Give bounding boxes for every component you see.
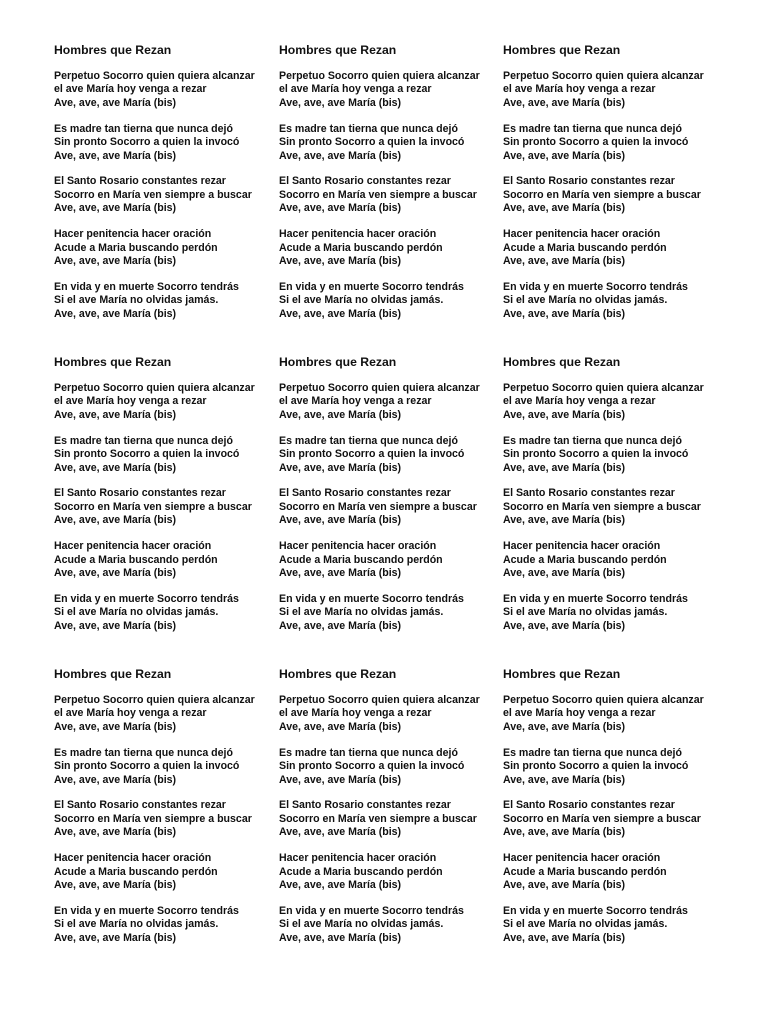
lyric-card <box>54 43 276 334</box>
lyric-line: Ave, ave, ave María (bis) <box>503 878 626 891</box>
lyric-line: En vida y en muerte Socorro tendrás <box>54 280 239 293</box>
lyric-line: En vida y en muerte Socorro tendrás <box>54 592 239 605</box>
lyric-line: Socorro en María ven siempre a buscar <box>54 500 252 513</box>
lyric-line: Sin pronto Socorro a quien la invocó <box>279 448 465 461</box>
stanza <box>503 905 725 945</box>
stanza <box>503 694 725 734</box>
lyric-line: Acude a Maria buscando perdón <box>54 553 218 566</box>
stanza <box>503 382 725 422</box>
stanza <box>54 694 276 734</box>
stanza <box>54 175 276 215</box>
card-title: Hombres que Rezan <box>503 667 621 681</box>
lyric-line: Ave, ave, ave María (bis) <box>503 461 626 474</box>
lyric-line: el ave María hoy venga a rezar <box>279 83 432 96</box>
lyric-card <box>503 667 725 958</box>
lyric-line: Ave, ave, ave María (bis) <box>54 619 177 632</box>
lyric-line: el ave María hoy venga a rezar <box>279 395 432 408</box>
lyric-line: Ave, ave, ave María (bis) <box>54 461 177 474</box>
lyric-card <box>54 355 276 646</box>
lyric-line: Ave, ave, ave María (bis) <box>54 514 177 527</box>
lyric-line: Si el ave María no olvidas jamás. <box>54 294 219 307</box>
lyric-line: Sin pronto Socorro a quien la invocó <box>54 448 240 461</box>
lyric-line: Ave, ave, ave María (bis) <box>279 566 402 579</box>
lyric-line: Hacer penitencia hacer oración <box>54 540 212 553</box>
stanza <box>54 799 276 839</box>
lyric-line: Sin pronto Socorro a quien la invocó <box>503 136 689 149</box>
lyric-line: Si el ave María no olvidas jamás. <box>503 918 668 931</box>
lyric-line: Acude a Maria buscando perdón <box>54 865 218 878</box>
lyric-line: Acude a Maria buscando perdón <box>503 553 667 566</box>
lyric-line: Ave, ave, ave María (bis) <box>503 96 626 109</box>
lyric-line: Perpetuo Socorro quien quiera alcanzar <box>54 382 255 394</box>
lyric-line: Ave, ave, ave María (bis) <box>279 619 402 632</box>
lyric-line: Perpetuo Socorro quien quiera alcanzar <box>279 694 480 706</box>
lyric-line: el ave María hoy venga a rezar <box>54 83 207 96</box>
lyric-line: Sin pronto Socorro a quien la invocó <box>279 136 465 149</box>
lyric-line: Socorro en María ven siempre a buscar <box>279 188 477 201</box>
lyric-line: Ave, ave, ave María (bis) <box>54 566 177 579</box>
stanza <box>279 905 501 945</box>
lyric-line: Ave, ave, ave María (bis) <box>54 773 177 786</box>
stanza <box>503 593 725 633</box>
card-title: Hombres que Rezan <box>279 667 397 681</box>
card-title: Hombres que Rezan <box>503 43 621 57</box>
lyric-line: El Santo Rosario constantes rezar <box>54 799 226 812</box>
lyric-line: En vida y en muerte Socorro tendrás <box>503 904 688 917</box>
lyric-card <box>279 355 501 646</box>
lyric-line: Acude a Maria buscando perdón <box>279 865 443 878</box>
lyric-line: Ave, ave, ave María (bis) <box>279 461 402 474</box>
lyric-line: Si el ave María no olvidas jamás. <box>279 294 444 307</box>
lyric-line: El Santo Rosario constantes rezar <box>503 487 675 500</box>
lyric-line: Socorro en María ven siempre a buscar <box>279 812 477 825</box>
card-title: Hombres que Rezan <box>279 43 397 57</box>
lyric-card <box>54 667 276 958</box>
lyric-line: Socorro en María ven siempre a buscar <box>503 500 701 513</box>
lyric-line: Si el ave María no olvidas jamás. <box>503 606 668 619</box>
lyric-line: Acude a Maria buscando perdón <box>503 865 667 878</box>
lyric-line: Perpetuo Socorro quien quiera alcanzar <box>503 694 704 706</box>
lyric-line: El Santo Rosario constantes rezar <box>503 175 675 188</box>
lyric-line: El Santo Rosario constantes rezar <box>279 799 451 812</box>
lyric-line: Ave, ave, ave María (bis) <box>54 96 177 109</box>
stanza <box>503 435 725 475</box>
lyric-line: Ave, ave, ave María (bis) <box>503 149 626 162</box>
lyric-line: Perpetuo Socorro quien quiera alcanzar <box>503 382 704 394</box>
stanza <box>503 747 725 787</box>
stanza <box>54 852 276 892</box>
lyric-card <box>279 43 501 334</box>
lyric-line: Hacer penitencia hacer oración <box>279 540 437 553</box>
card-title: Hombres que Rezan <box>279 355 397 369</box>
lyric-card <box>503 355 725 646</box>
stanza <box>54 228 276 268</box>
stanza <box>503 70 725 110</box>
stanza <box>279 487 501 527</box>
stanza <box>279 123 501 163</box>
stanza <box>54 435 276 475</box>
stanza <box>503 540 725 580</box>
lyric-line: Ave, ave, ave María (bis) <box>503 202 626 215</box>
lyric-line: Ave, ave, ave María (bis) <box>279 408 402 421</box>
lyric-line: El Santo Rosario constantes rezar <box>54 487 226 500</box>
stanza <box>279 747 501 787</box>
lyric-line: En vida y en muerte Socorro tendrás <box>279 592 464 605</box>
stanza <box>279 694 501 734</box>
stanza <box>279 228 501 268</box>
lyric-line: En vida y en muerte Socorro tendrás <box>279 280 464 293</box>
lyric-line: Ave, ave, ave María (bis) <box>279 931 402 944</box>
lyric-line: Perpetuo Socorro quien quiera alcanzar <box>279 70 480 82</box>
lyric-line: En vida y en muerte Socorro tendrás <box>503 592 688 605</box>
lyric-line: Es madre tan tierna que nunca dejó <box>503 746 682 759</box>
stanza <box>503 852 725 892</box>
lyric-line: Ave, ave, ave María (bis) <box>54 720 177 733</box>
lyric-line: Si el ave María no olvidas jamás. <box>54 606 219 619</box>
lyric-line: Ave, ave, ave María (bis) <box>54 149 177 162</box>
lyric-line: el ave María hoy venga a rezar <box>279 707 432 720</box>
lyric-line: Perpetuo Socorro quien quiera alcanzar <box>54 70 255 82</box>
lyric-line: Hacer penitencia hacer oración <box>54 228 212 241</box>
stanza <box>279 382 501 422</box>
lyric-line: Ave, ave, ave María (bis) <box>503 931 626 944</box>
lyric-line: Hacer penitencia hacer oración <box>503 228 661 241</box>
stanza <box>54 487 276 527</box>
lyric-line: Ave, ave, ave María (bis) <box>279 149 402 162</box>
lyric-line: el ave María hoy venga a rezar <box>503 83 656 96</box>
lyric-line: Hacer penitencia hacer oración <box>503 540 661 553</box>
lyric-line: Si el ave María no olvidas jamás. <box>279 606 444 619</box>
lyric-line: el ave María hoy venga a rezar <box>54 707 207 720</box>
lyric-line: Ave, ave, ave María (bis) <box>54 878 177 891</box>
lyric-line: Acude a Maria buscando perdón <box>279 241 443 254</box>
stanza <box>503 228 725 268</box>
lyric-line: Es madre tan tierna que nunca dejó <box>503 122 682 135</box>
lyric-line: Es madre tan tierna que nunca dejó <box>279 122 458 135</box>
lyric-line: Es madre tan tierna que nunca dejó <box>279 434 458 447</box>
stanza <box>54 593 276 633</box>
lyric-line: Perpetuo Socorro quien quiera alcanzar <box>503 70 704 82</box>
lyric-line: Si el ave María no olvidas jamás. <box>503 294 668 307</box>
lyric-line: Ave, ave, ave María (bis) <box>503 254 626 267</box>
stanza <box>54 70 276 110</box>
lyric-line: El Santo Rosario constantes rezar <box>54 175 226 188</box>
stanza <box>279 435 501 475</box>
lyric-line: Acude a Maria buscando perdón <box>54 241 218 254</box>
stanza <box>279 852 501 892</box>
lyric-line: Socorro en María ven siempre a buscar <box>54 188 252 201</box>
lyric-line: Ave, ave, ave María (bis) <box>279 307 402 320</box>
stanza <box>503 175 725 215</box>
lyric-line: Acude a Maria buscando perdón <box>503 241 667 254</box>
lyric-line: Ave, ave, ave María (bis) <box>54 826 177 839</box>
stanza <box>279 281 501 321</box>
lyric-line: Socorro en María ven siempre a buscar <box>503 188 701 201</box>
lyric-line: Hacer penitencia hacer oración <box>503 852 661 865</box>
card-title: Hombres que Rezan <box>503 355 621 369</box>
lyric-line: Ave, ave, ave María (bis) <box>503 566 626 579</box>
lyric-line: Es madre tan tierna que nunca dejó <box>54 434 233 447</box>
lyric-line: Socorro en María ven siempre a buscar <box>279 500 477 513</box>
lyric-line: Ave, ave, ave María (bis) <box>503 514 626 527</box>
lyric-line: Ave, ave, ave María (bis) <box>503 619 626 632</box>
stanza <box>279 799 501 839</box>
lyric-line: Perpetuo Socorro quien quiera alcanzar <box>54 694 255 706</box>
stanza <box>54 281 276 321</box>
lyric-line: Ave, ave, ave María (bis) <box>503 773 626 786</box>
lyric-line: el ave María hoy venga a rezar <box>54 395 207 408</box>
lyric-line: Ave, ave, ave María (bis) <box>503 307 626 320</box>
lyric-line: El Santo Rosario constantes rezar <box>279 175 451 188</box>
stanza <box>54 747 276 787</box>
stanza <box>279 175 501 215</box>
lyric-line: el ave María hoy venga a rezar <box>503 395 656 408</box>
stanza <box>503 123 725 163</box>
lyric-line: Ave, ave, ave María (bis) <box>279 254 402 267</box>
card-title: Hombres que Rezan <box>54 667 172 681</box>
stanza <box>54 540 276 580</box>
lyric-line: Socorro en María ven siempre a buscar <box>54 812 252 825</box>
lyric-line: Ave, ave, ave María (bis) <box>54 307 177 320</box>
lyric-line: Sin pronto Socorro a quien la invocó <box>279 760 465 773</box>
stanza <box>279 540 501 580</box>
lyric-line: Perpetuo Socorro quien quiera alcanzar <box>279 382 480 394</box>
stanza <box>503 799 725 839</box>
lyric-line: Ave, ave, ave María (bis) <box>54 931 177 944</box>
lyric-line: Es madre tan tierna que nunca dejó <box>54 122 233 135</box>
lyric-line: En vida y en muerte Socorro tendrás <box>54 904 239 917</box>
lyric-line: El Santo Rosario constantes rezar <box>279 487 451 500</box>
lyric-line: Ave, ave, ave María (bis) <box>54 202 177 215</box>
lyric-line: El Santo Rosario constantes rezar <box>503 799 675 812</box>
lyric-line: Ave, ave, ave María (bis) <box>279 514 402 527</box>
lyric-line: Sin pronto Socorro a quien la invocó <box>54 136 240 149</box>
stanza <box>54 123 276 163</box>
lyric-line: el ave María hoy venga a rezar <box>503 707 656 720</box>
lyric-line: Ave, ave, ave María (bis) <box>279 773 402 786</box>
lyric-line: Ave, ave, ave María (bis) <box>279 878 402 891</box>
lyric-card <box>503 43 725 334</box>
lyric-line: En vida y en muerte Socorro tendrás <box>279 904 464 917</box>
card-title: Hombres que Rezan <box>54 43 172 57</box>
lyric-line: Ave, ave, ave María (bis) <box>503 408 626 421</box>
lyric-line: Ave, ave, ave María (bis) <box>503 826 626 839</box>
lyric-line: Socorro en María ven siempre a buscar <box>503 812 701 825</box>
stanza <box>503 281 725 321</box>
card-title: Hombres que Rezan <box>54 355 172 369</box>
lyric-line: En vida y en muerte Socorro tendrás <box>503 280 688 293</box>
lyric-line: Sin pronto Socorro a quien la invocó <box>503 448 689 461</box>
lyric-line: Ave, ave, ave María (bis) <box>279 826 402 839</box>
lyric-line: Si el ave María no olvidas jamás. <box>54 918 219 931</box>
stanza <box>279 593 501 633</box>
lyric-line: Es madre tan tierna que nunca dejó <box>279 746 458 759</box>
lyric-line: Ave, ave, ave María (bis) <box>279 202 402 215</box>
lyric-line: Si el ave María no olvidas jamás. <box>279 918 444 931</box>
lyric-line: Hacer penitencia hacer oración <box>279 852 437 865</box>
lyric-line: Es madre tan tierna que nunca dejó <box>54 746 233 759</box>
lyric-line: Ave, ave, ave María (bis) <box>54 254 177 267</box>
stanza <box>503 487 725 527</box>
lyric-line: Sin pronto Socorro a quien la invocó <box>54 760 240 773</box>
lyric-line: Acude a Maria buscando perdón <box>279 553 443 566</box>
stanza <box>54 382 276 422</box>
lyric-line: Hacer penitencia hacer oración <box>279 228 437 241</box>
lyric-card <box>279 667 501 958</box>
lyric-line: Ave, ave, ave María (bis) <box>279 96 402 109</box>
stanza <box>54 905 276 945</box>
lyric-line: Hacer penitencia hacer oración <box>54 852 212 865</box>
lyric-line: Sin pronto Socorro a quien la invocó <box>503 760 689 773</box>
lyric-line: Ave, ave, ave María (bis) <box>503 720 626 733</box>
lyric-line: Ave, ave, ave María (bis) <box>54 408 177 421</box>
lyric-line: Es madre tan tierna que nunca dejó <box>503 434 682 447</box>
lyric-line: Ave, ave, ave María (bis) <box>279 720 402 733</box>
stanza <box>279 70 501 110</box>
